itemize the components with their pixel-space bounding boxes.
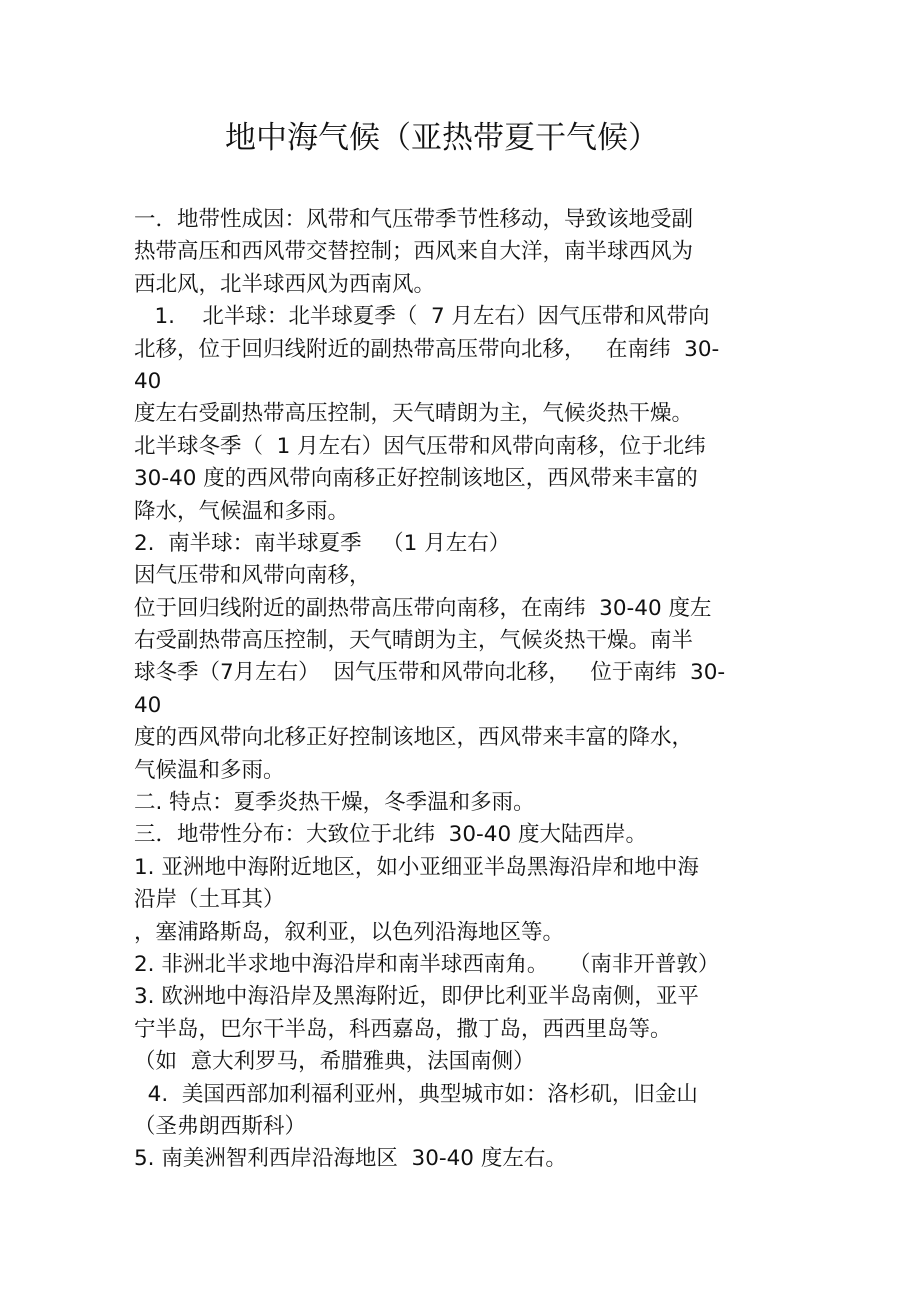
text-line: 度的西风带向北移正好控制该地区，西风带来丰富的降水， <box>134 725 694 751</box>
text-line: 2. 非洲北半求地中海沿岸和南半球西南角。 （南非开普敦） <box>134 951 720 977</box>
text-line: 北移，位于回归线附近的副热带高压带向北移， 在南纬 30- <box>134 336 720 362</box>
text-line: 1. 亚洲地中海附近地区，如小亚细亚半岛黑海沿岸和地中海 <box>134 854 699 880</box>
text-line: 2. 南半球：南半球夏季 （1 月左右） <box>134 530 511 556</box>
text-line: 二. 特点：夏季炎热干燥，冬季温和多雨。 <box>134 790 535 816</box>
text-line: 沿岸（土耳其） <box>134 887 285 913</box>
text-line: 右受副热带高压控制，天气晴朗为主，气候炎热干燥。南半 <box>134 628 694 654</box>
text-line: 40 <box>134 368 162 394</box>
text-line: ，塞浦路斯岛，叙利亚，以色列沿海地区等。 <box>134 919 565 945</box>
text-line: 30-40 度的西风带向南移正好控制该地区，西风带来丰富的 <box>134 466 698 492</box>
document-title: 地中海气候（亚热带夏干气候） <box>225 120 659 156</box>
text-line: 气候温和多雨。 <box>134 757 285 783</box>
text-line: 40 <box>134 692 162 718</box>
text-line: 度左右受副热带高压控制，天气晴朗为主，气候炎热干燥。 <box>134 401 694 427</box>
text-line: 4. 美国西部加利福利亚州，典型城市如：洛杉矶，旧金山 <box>134 1081 698 1107</box>
text-line: 降水，气候温和多雨。 <box>134 498 350 524</box>
text-line: 西北风，北半球西风为西南风。 <box>134 271 436 297</box>
text-line: 5. 南美洲智利西岸沿海地区 30-40 度左右。 <box>134 1146 567 1172</box>
text-line: 位于回归线附近的副热带高压带向南移，在南纬 30-40 度左 <box>134 595 712 621</box>
text-line: 一．地带性成因：风带和气压带季节性移动，导致该地受副 <box>134 207 694 232</box>
text-line: 三．地带性分布：大致位于北纬 30-40 度大陆西岸。 <box>134 822 647 848</box>
text-line: 宁半岛，巴尔干半岛，科西嘉岛，撒丁岛，西西里岛等。 <box>134 1016 672 1042</box>
text-line: （圣弗朗西斯科） <box>134 1113 307 1139</box>
text-line: （如 意大利罗马，希腊雅典，法国南侧） <box>134 1049 535 1075</box>
text-line: 因气压带和风带向南移， <box>134 563 371 589</box>
document-body <box>134 204 794 1176</box>
text-line: 球冬季（7月左右） 因气压带和风带向北移， 位于南纬 30- <box>134 660 726 686</box>
text-line: 热带高压和西风带交替控制；西风来自大洋，南半球西风为 <box>134 239 694 265</box>
text-line: 北半球冬季（ 1 月左右）因气压带和风带向南移，位于北纬 <box>134 433 706 459</box>
text-line: 3. 欧洲地中海沿岸及黑海附近，即伊比利亚半岛南侧，亚平 <box>134 984 699 1010</box>
text-line: 1. 北半球：北半球夏季（ 7 月左右）因气压带和风带向 <box>134 304 710 330</box>
